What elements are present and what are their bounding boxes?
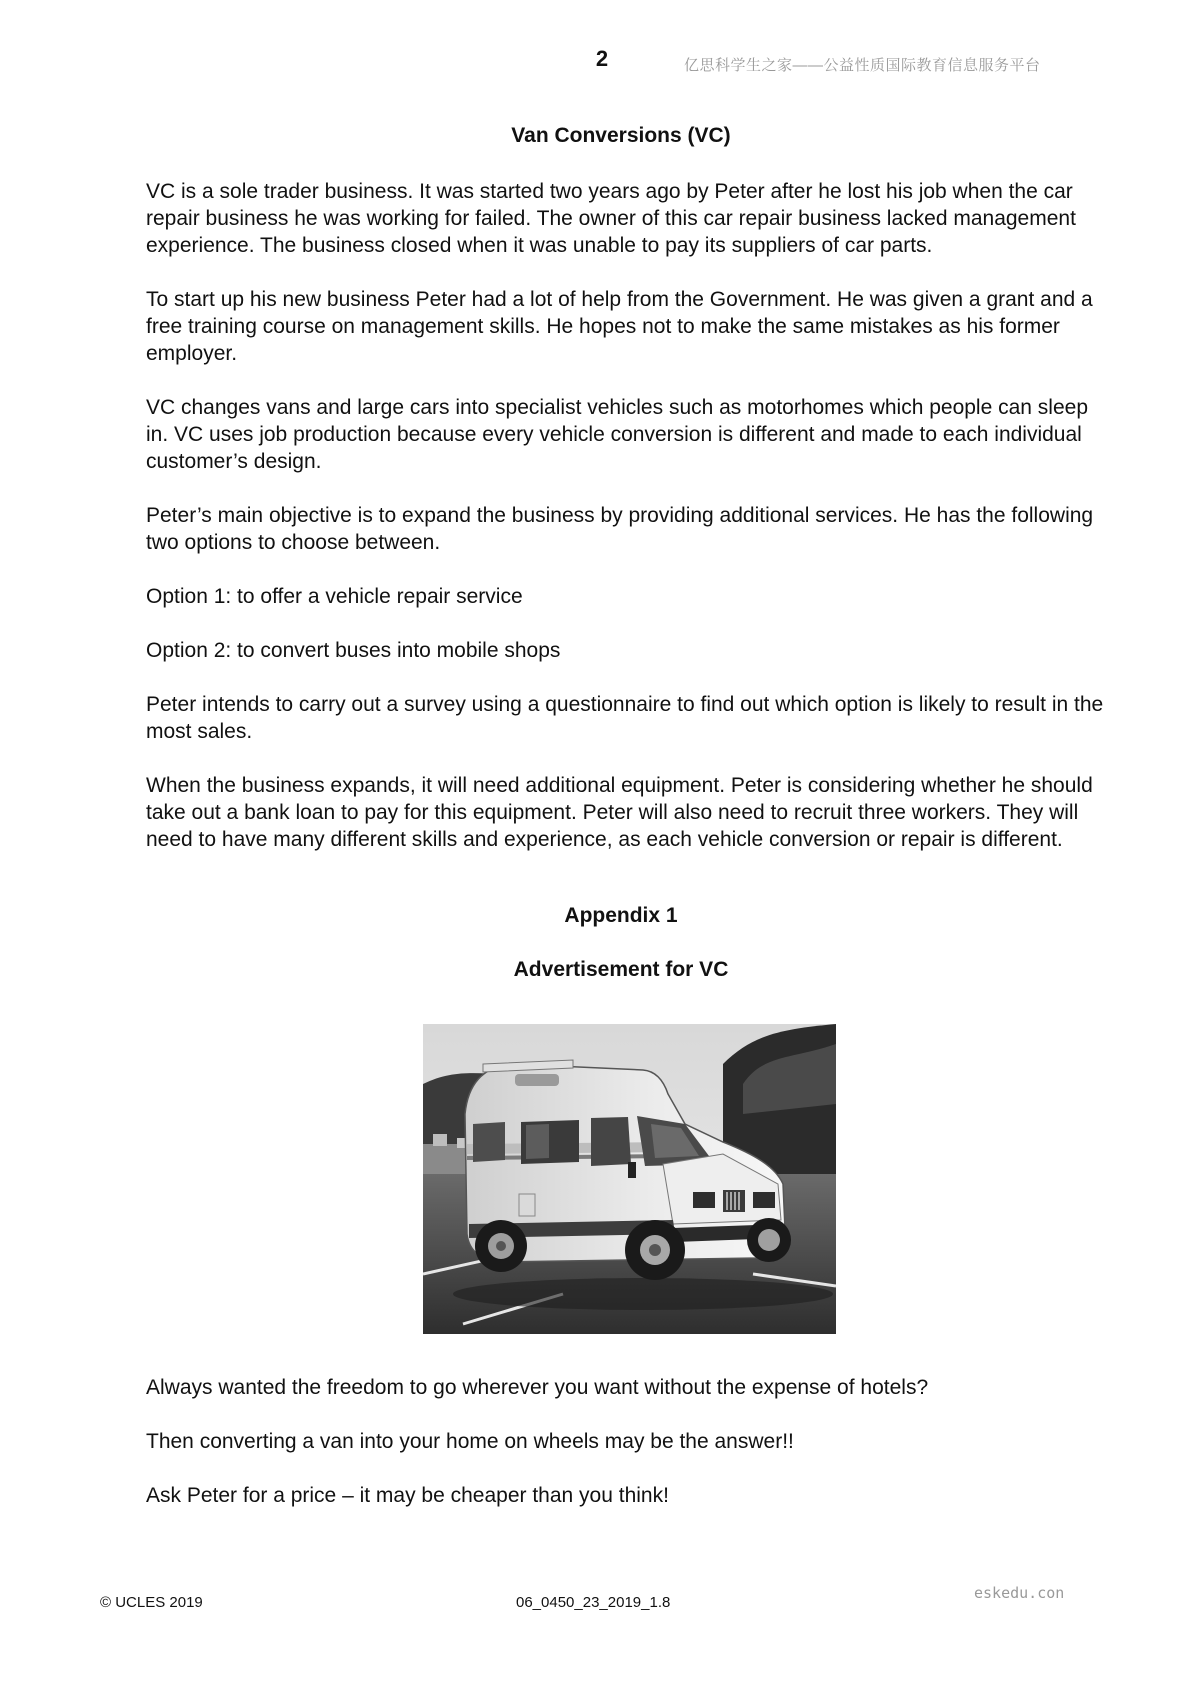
case-study-body [146,178,1106,880]
paragraph-background: VC is a sole trader business. It was started two years ago by Peter after he lost his job when the car repair business he was working for failed. The owner of this car repair business lacked management experience. The business closed when it was unable to pay its suppliers of car parts. [146,180,1076,257]
advert-text [146,1374,1106,1536]
page-number: 2 [595,46,609,71]
paragraph-government-help: To start up his new business Peter had a lot of help from the Government. He was given a grant and a free training course on management skills. He hopes not to make the same mistakes as his former employer. [146,288,1093,365]
document-title: Van Conversions (VC) [511,124,731,147]
paragraph-operations: VC changes vans and large cars into specialist vehicles such as motorhomes which people can sleep in. VC uses job production because every vehicle conversion is different and made to each individual customer’s design. [146,396,1089,473]
advert-line-1: Always wanted the freedom to go wherever you want without the expense of hotels? [146,1376,929,1399]
appendix-heading: Appendix 1 [564,904,678,927]
paragraph-objective: Peter’s main objective is to expand the business by providing additional services. He has the following two options to choose between. [146,504,1094,554]
paragraph-option-2: Option 2: to convert buses into mobile shops [146,639,561,662]
campervan-photo [423,1024,836,1334]
paragraph-option-1: Option 1: to offer a vehicle repair service [146,585,523,608]
footer-copyright: © UCLES 2019 [100,1594,203,1611]
advert-line-3: Ask Peter for a price – it may be cheaper than you think! [146,1484,669,1507]
advert-line-2: Then converting a van into your home on wheels may be the answer!! [146,1430,794,1453]
paragraph-expansion: When the business expands, it will need additional equipment. Peter is considering whether he should take out a bank loan to pay for this equipment. Peter will also need to recruit three workers. They will need to have many different skills and experience, as each vehicle conversion or repair is different. [146,774,1093,851]
paragraph-survey: Peter intends to carry out a survey using a questionnaire to find out which option is likely to result in the most sales. [146,693,1104,743]
footer-watermark: eskedu.con [974,1584,1065,1602]
advert-heading: Advertisement for VC [513,958,729,981]
header-watermark: 亿思科学生之家——公益性质国际教育信息服务平台 [684,57,1041,74]
footer-paper-code: 06_0450_23_2019_1.8 [516,1594,671,1611]
